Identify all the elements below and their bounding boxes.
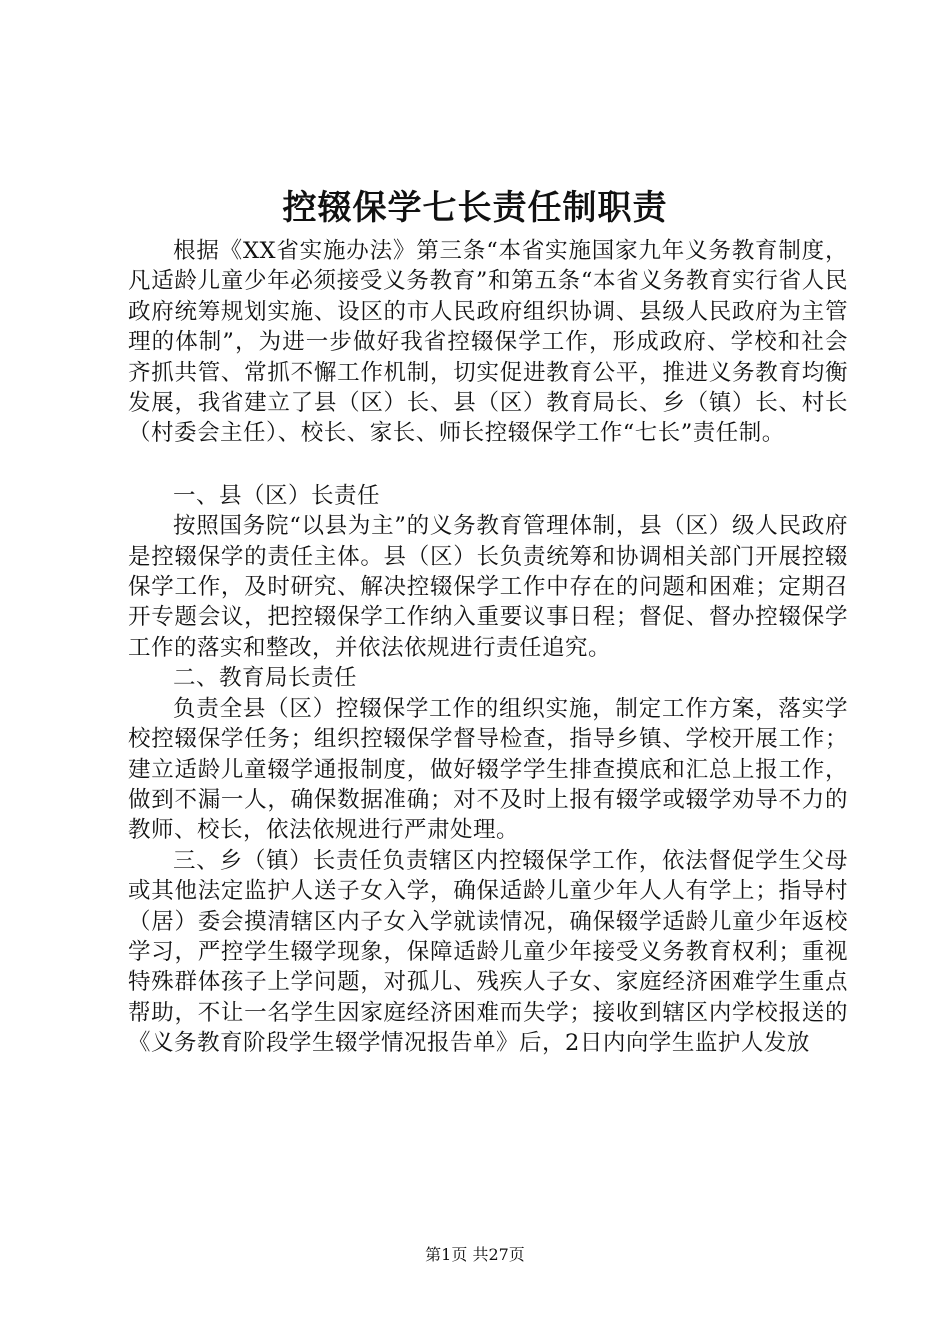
section-body-education-bureau: 负责全县（区）控辍保学工作的组织实施，制定工作方案，落实学校控辍保学任务；组织控辍保学督导检查，指导乡镇、学校开展工作；建立适龄儿童辍学通报制度，做好辍学学生排查摸底和汇总上报工作，做到不漏一人，确保数据准确；对不及时上报有辍学或辍学劝导不力的教师、校长，依法依规进行严肃处理。 <box>128 695 848 844</box>
section-body-county-head: 按照国务院“以县为主”的义务教育管理体制，县（区）级人民政府是控辍保学的责任主体。县（区）长负责统筹和协调相关部门开展控辍保学工作，及时研究、解决控辍保学工作中存在的问题和困难；定期召开专题会议，把控辍保学工作纳入重要议事日程；督促、督办控辍保学工作的落实和整改，并依法依规进行责任追究。 <box>128 513 848 661</box>
paragraph-spacer <box>128 449 848 481</box>
document-title: 控辍保学七长责任制职责 <box>282 188 668 228</box>
page-footer: 第1页 共27页 <box>425 1245 525 1264</box>
section-heading-education-bureau: 二、教育局长责任 <box>173 665 358 692</box>
section-township-head: 三、乡（镇）长责任负责辖区内控辍保学工作，依法督促学生父母或其他法定监护人送子女入学，确保适龄儿童少年人人有学上；指导村（居）委会摸清辖区内子女入学就读情况，确保辍学适龄儿童少年返校学习，严控学生辍学现象，保障适龄儿童少年接受义务教育权利；重视特殊群体孩子上学问题，对孤儿、残疾人子女、家庭经济困难学生重点帮助，不让一名学生因家庭经济困难而失学；接收到辖区内学校报送的《义务教育阶段学生辍学情况报告单》后，2日内向学生监护人发放 <box>128 847 848 1057</box>
intro-paragraph: 根据《XX省实施办法》第三条“本省实施国家九年义务教育制度，凡适龄儿童少年必须接受义务教育”和第五条“本省义务教育实行省人民政府统筹规划实施、设区的市人民政府组织协调、县级人民政府为主管理的体制”，为进一步做好我省控辍保学工作，形成政府、学校和社会齐抓共管、常抓不懈工作机制，切实促进教育公平，推进义务教育均衡发展，我省建立了县（区）长、县（区）教育局长、乡（镇）长、村长（村委会主任）、校长、家长、师长控辍保学工作“七长”责任制。 <box>128 238 848 447</box>
section-heading-county-head: 一、县（区）长责任 <box>173 482 381 509</box>
document-body <box>128 236 848 1059</box>
